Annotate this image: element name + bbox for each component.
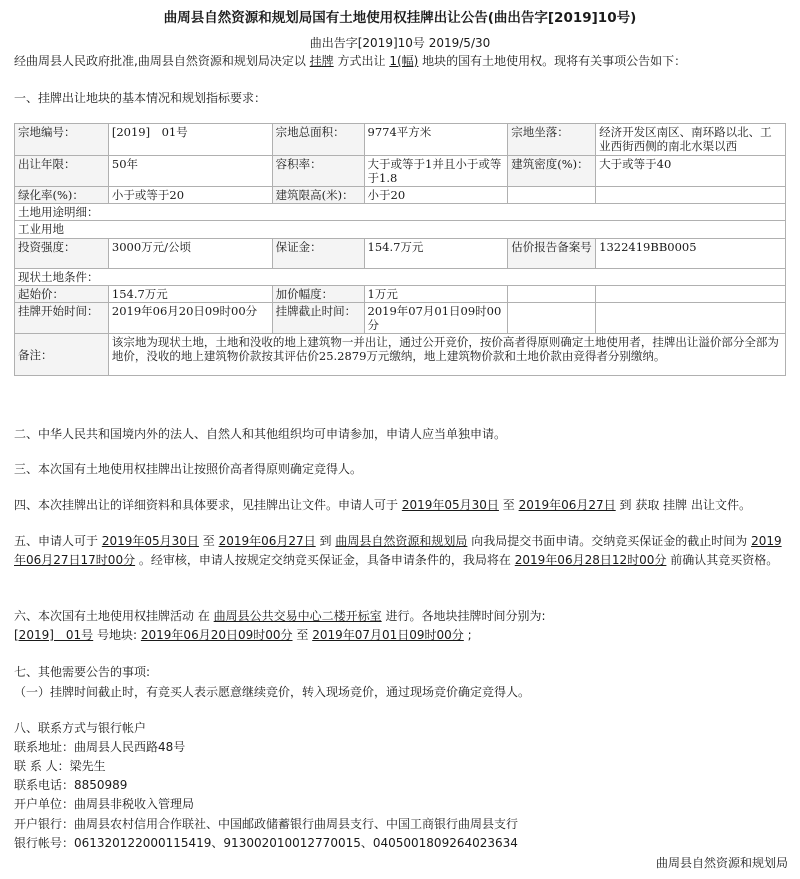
section8-heading: 八、联系方式与银行帐户 [14, 721, 147, 735]
invest-value: 3000万元/公顷 [108, 239, 272, 269]
section1-heading: 一、挂牌出让地块的基本情况和规划指标要求： [14, 91, 267, 105]
s6-date-start[interactable]: 2019年06月20日09时00分 [140, 628, 293, 642]
term-label: 出让年限： [15, 156, 109, 187]
use-detail-label: 土地用途明细： [18, 205, 99, 219]
s5-confirm-time[interactable]: 2019年06月28日12时00分 [514, 553, 667, 567]
start-time-value: 2019年06月20日09时00分 [108, 303, 272, 334]
method-link[interactable]: 挂牌 [309, 54, 334, 68]
section7-item1: （一）挂牌时间截止时，有竞买人表示愿意继续竞价，转入现场竞价，通过现场竞价确定竞得人。 [14, 685, 531, 699]
location-value: 经济开发区南区、南环路以北、工业西街西侧的南北水渠以西 [596, 124, 786, 156]
height-label: 建筑限高(米)： [272, 187, 364, 204]
account-number: 银行帐号：06132012200011541​9、913002010012770015、0405001809264023634 [14, 836, 518, 850]
count-link[interactable]: 1(幅) [389, 54, 419, 68]
section6-line2: [2019] 01号 号地块: 2019年06月20日09时00分 至 2019年07月01日09时00分 ; [14, 628, 472, 642]
density-label: 建筑密度(%)： [508, 156, 596, 187]
area-label: 宗地总面积： [272, 124, 364, 156]
area-value: 9774平方米 [364, 124, 508, 156]
parcel-info-table [14, 123, 786, 376]
far-value: 大于或等于1并且小于或等于1.8 [364, 156, 508, 187]
s4-date-end[interactable]: 2019年06月27日 [518, 498, 616, 512]
s5-date-start[interactable]: 2019年05月30日 [101, 534, 199, 548]
parcel-no-label: 宗地编号： [15, 124, 109, 156]
remark-label: 备注： [15, 334, 109, 376]
account-unit: 开户单位：曲周县非税收入管理局 [14, 797, 195, 811]
invest-label: 投资强度： [15, 239, 109, 269]
parcel-no-value: [2019] 01号 [108, 124, 272, 156]
page-title: 曲周县自然资源和规划局国有土地使用权挂牌出让公告(曲出告字[2019]10号) [163, 10, 637, 26]
s5-org-link[interactable]: 曲周县自然资源和规划局 [335, 534, 468, 548]
deposit-label: 保证金： [272, 239, 364, 269]
intro-paragraph: 经曲周县人民政府批准,曲周县自然资源和规划局决定以 挂牌 方式出让 1(幅) 地块的国有土地使用权。现将有关事项公告如下： [14, 54, 687, 68]
section4: 四、本次挂牌出让的详细资料和具体要求，见挂牌出让文件。申请人可于 2019年05月30日 至 2019年06月27日 到 获取 挂牌 出让文件。 [14, 498, 751, 512]
density-value: 大于或等于40 [596, 156, 786, 187]
height-value: 小于20 [364, 187, 508, 204]
valuation-value: 1322419BB0005 [596, 239, 786, 269]
s6-place-link[interactable]: 曲周县公共交易中心二楼开标室 [213, 609, 382, 623]
location-label: 宗地坐落： [508, 124, 596, 156]
condition-label: 现状土地条件： [15, 269, 786, 286]
green-label: 绿化率(%)： [15, 187, 109, 204]
signature: 曲周县自然资源和规划局 [655, 856, 788, 870]
term-value: 50年 [108, 156, 272, 187]
section6-line1: 六、本次国有土地使用权挂牌活动 在 曲周县公共交易中心二楼开标室 进行。各地块挂牌时间分别为: [14, 609, 546, 623]
section5: 五、申请人可于 2019年05月30日 至 2019年06月27日 到 曲周县自然资源和规划局 向我局提交书面申请。交纳竞买保证金的截止时间为 2019年06月27日17时00分 。经审核，申请人按规定交纳竞买保证金，具备申请条件的，我局将在 2019年06月28日12时00分 前确认其竞买资格。 [14, 534, 782, 567]
increment-value: 1万元 [364, 286, 508, 303]
s4-date-start[interactable]: 2019年05月30日 [401, 498, 499, 512]
contact-address: 联系地址：曲周县人民西路48号 [14, 740, 186, 754]
deposit-value: 154.7万元 [364, 239, 508, 269]
remark-value: 该宗地为现状土地，土地和没收的地上建筑物一并出让，通过公开竞价，按价高者得原则确定土地使用者，挂牌出让溢价部分全部为地价，没收的地上建筑物价款按其评估价25.2879万元缴纳，地上建筑物价款和土地价款由竞得者分别缴纳。 [108, 334, 785, 376]
s6-parcel-link[interactable]: [2019] 01号 [14, 628, 94, 642]
s5-date-end[interactable]: 2019年06月27日 [218, 534, 316, 548]
contact-phone: 联系电话：8850989 [14, 778, 128, 792]
section3: 三、本次国有土地使用权挂牌出让按照价高者得原则确定竞得人。 [14, 462, 363, 476]
account-bank: 开户银行：曲周县农村信用合作联社、中国邮政储蓄银行曲周县支行、中国工商银行曲周县支行 [14, 817, 519, 831]
use-type-value: 工业用地 [15, 220, 785, 237]
s6-date-end[interactable]: 2019年07月01日09时00分 [312, 628, 464, 642]
section7-heading: 七、其他需要公告的事项: [14, 665, 151, 679]
doc-number: 曲出告字[2019]10号 2019/5/30 [309, 36, 491, 50]
section2: 二、中华人民共和国境内外的法人、自然人和其他组织均可申请参加，申请人应当单独申请。 [14, 427, 507, 441]
end-time-label: 挂牌截止时间： [272, 303, 364, 334]
use-detail-cell [15, 204, 786, 239]
contact-person: 联 系 人：梁先生 [14, 759, 106, 773]
start-time-label: 挂牌开始时间： [15, 303, 109, 334]
green-value: 小于或等于20 [108, 187, 272, 204]
end-time-value: 2019年07月01日09时00分 [364, 303, 508, 334]
valuation-label: 估价报告备案号 [508, 239, 596, 269]
increment-label: 加价幅度： [272, 286, 364, 303]
far-label: 容积率： [272, 156, 364, 187]
start-price-value: 154.7万元 [108, 286, 272, 303]
start-price-label: 起始价： [15, 286, 109, 303]
s5-deposit-deadline[interactable]: 2019年06月27日17时00分 [14, 534, 782, 567]
